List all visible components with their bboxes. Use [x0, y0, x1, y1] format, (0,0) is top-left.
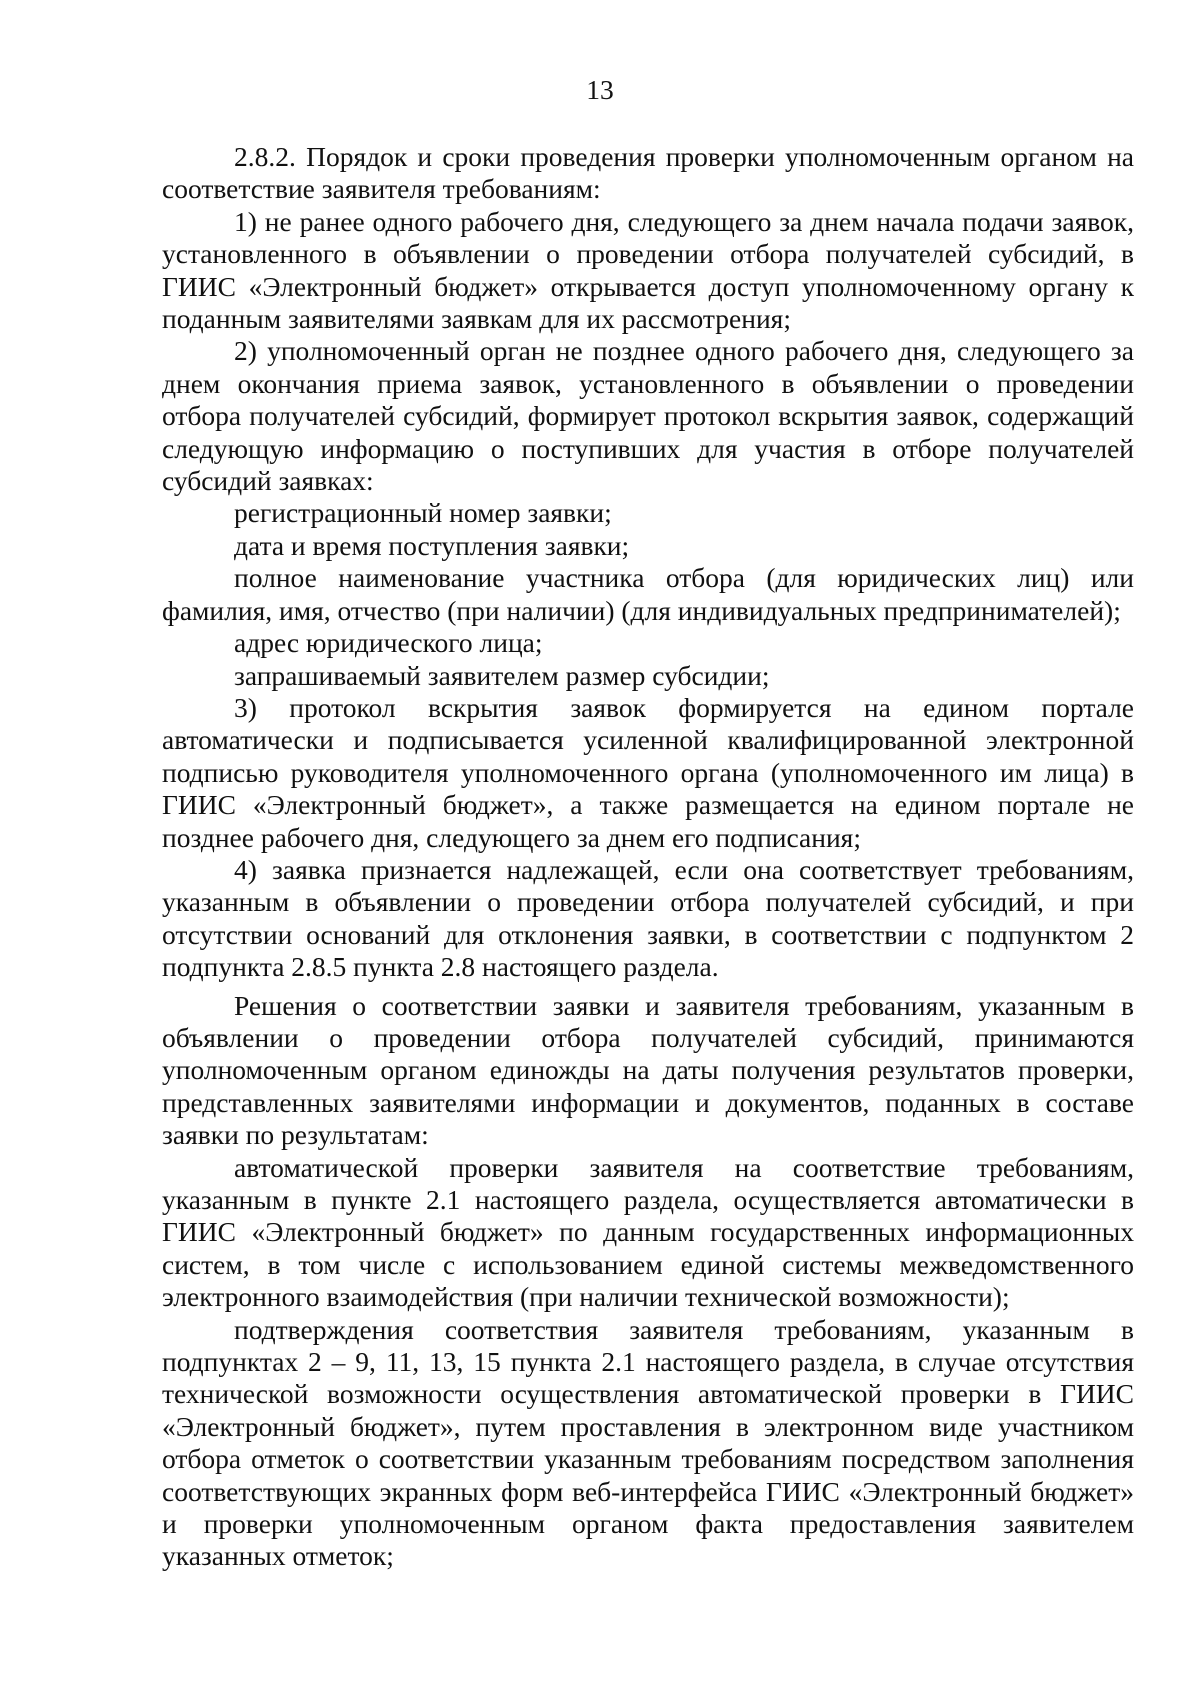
paragraph-automatic-check: автоматической проверки заявителя на соответствие требованиям, указанным в пункте 2.1 настоящего раздела, осуществляется автоматически в ГИИС «Электронный бюджет» по данным государственных информационных систем, в том числе с использованием единой системы межведомственного электронного взаимодействия (при наличии технической возможности);: [162, 1151, 1134, 1313]
paragraph-list-date-time: дата и время поступления заявки;: [234, 529, 630, 561]
paragraph-2-8-2-heading: 2.8.2. Порядок и сроки проведения проверки уполномоченным органом на соответствие заявителя требованиям:: [162, 141, 1134, 205]
paragraph-list-full-name: полное наименование участника отбора (для юридических лиц) или фамилия, имя, отчество (при наличии) (для индивидуальных предпринимателей);: [162, 562, 1134, 626]
paragraph-item-2: 2) уполномоченный орган не позднее одного рабочего дня, следующего за днем окончания приема заявок, установленного в объявлении о проведении отбора получателей субсидий, формирует протокол вскрытия заявок, содержащий следующую информацию о поступивших для участия в отборе получателей субсидий заявках:: [162, 335, 1134, 497]
page-number: 13: [586, 74, 614, 105]
paragraph-item-4: 4) заявка признается надлежащей, если она соответствует требованиям, указанным в объявлении о проведении отбора получателей субсидий, и при отсутствии оснований для отклонения заявки, в соответствии с подпунктом 2 подпункта 2.8.5 пункта 2.8 настоящего раздела.: [162, 853, 1134, 983]
paragraph-list-registration-number: регистрационный номер заявки;: [234, 497, 612, 529]
paragraph-list-address: адрес юридического лица;: [234, 627, 543, 659]
paragraph-list-subsidy-amount: запрашиваемый заявителем размер субсидии;: [234, 659, 770, 691]
paragraph-item-1: 1) не ранее одного рабочего дня, следующего за днем начала подачи заявок, установленного в объявлении о проведении отбора получателей субсидий, в ГИИС «Электронный бюджет» открывается доступ уполномоченному органу к поданным заявителями заявкам для их рассмотрения;: [162, 205, 1134, 335]
paragraph-item-3: 3) протокол вскрытия заявок формируется на едином портале автоматически и подписывается усиленной квалифицированной электронной подписью руководителя уполномоченного органа (уполномоченного им лица) в ГИИС «Электронный бюджет», а также размещается на едином портале не позднее рабочего дня, следующего за днем его подписания;: [162, 691, 1134, 853]
document-body: [162, 141, 1134, 1573]
paragraph-confirmation: подтверждения соответствия заявителя требованиям, указанным в подпунктах 2 – 9, 11, 13, 15 пункта 2.1 настоящего раздела, в случае отсутствия технической возможности осуществления автоматической проверки в ГИИС «Электронный бюджет», путем проставления в электронном виде участником отбора отметок о соответствии указанным требованиям посредством заполнения соответствующих экранных форм веб-интерфейса ГИИС «Электронный бюджет» и проверки уполномоченным органом факта предоставления заявителем указанных отметок;: [162, 1313, 1134, 1572]
paragraph-decisions: Решения о соответствии заявки и заявителя требованиям, указанным в объявлении о проведении отбора получателей субсидий, принимаются уполномоченным органом единожды на даты получения результатов проверки, представленных заявителями информации и документов, поданных в составе заявки по результатам:: [162, 989, 1134, 1151]
